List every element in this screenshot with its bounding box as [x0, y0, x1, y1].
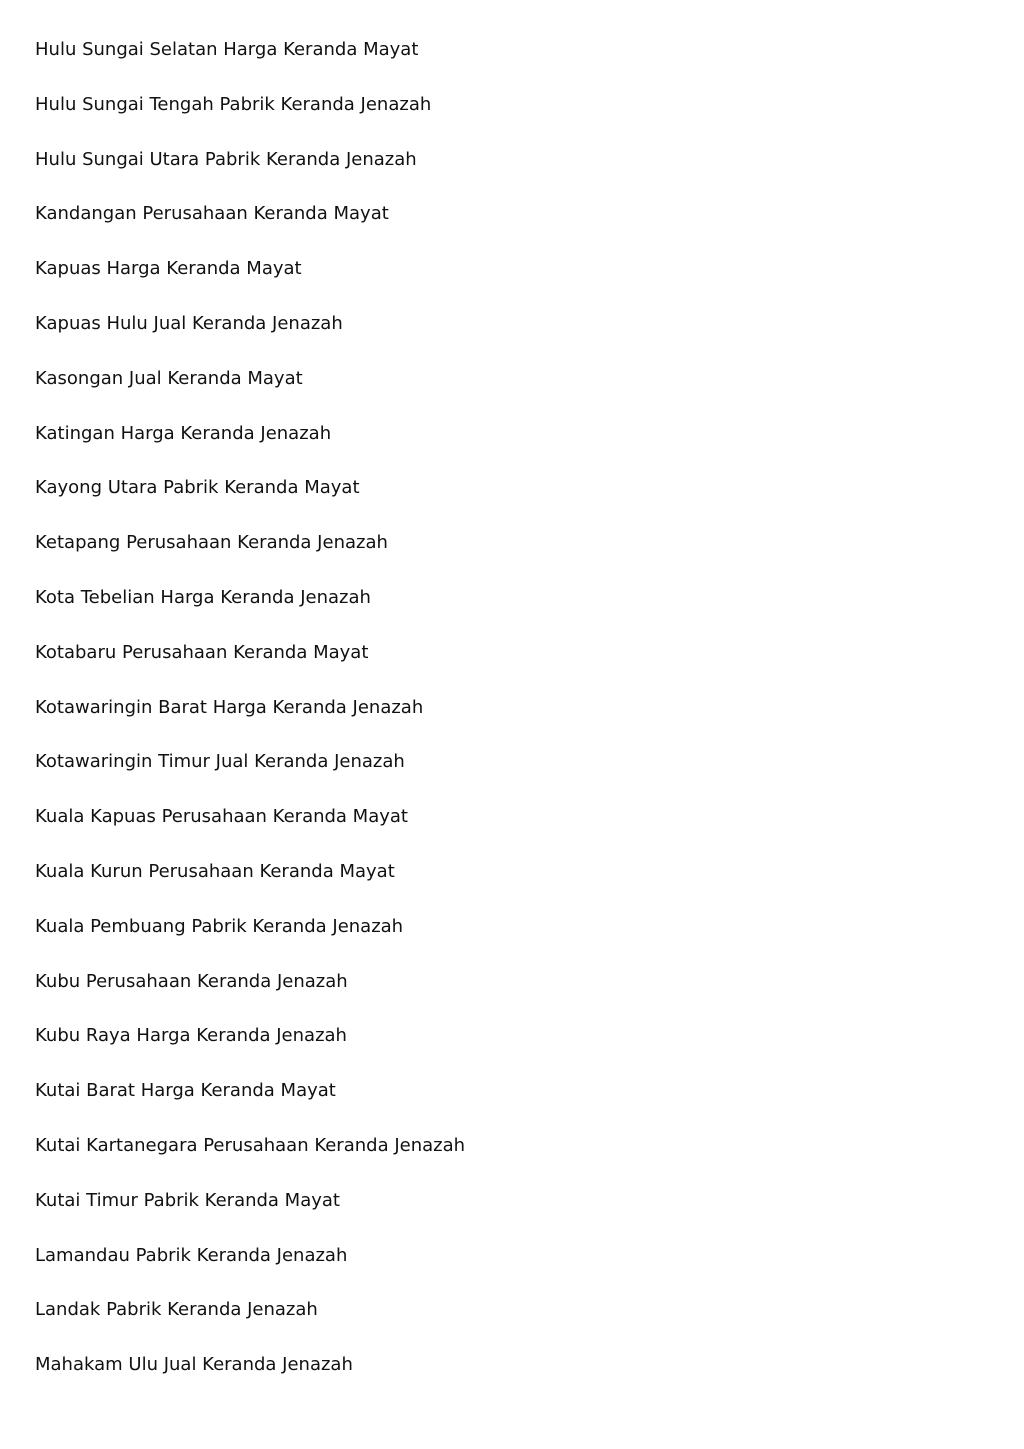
- list-item: Ketapang Perusahaan Keranda Jenazah: [35, 532, 388, 554]
- list-item: Kuala Kurun Perusahaan Keranda Mayat: [35, 860, 395, 882]
- list-item: Lamandau Pabrik Keranda Jenazah: [35, 1244, 348, 1266]
- list-item: Hulu Sungai Tengah Pabrik Keranda Jenazah: [35, 93, 432, 115]
- list-item: Kapuas Harga Keranda Mayat: [35, 258, 302, 280]
- list-item: Kandangan Perusahaan Keranda Mayat: [35, 203, 389, 225]
- list-item: Kota Tebelian Harga Keranda Jenazah: [35, 586, 371, 608]
- list-item: Kubu Raya Harga Keranda Jenazah: [35, 1025, 347, 1047]
- list-item: Kuala Pembuang Pabrik Keranda Jenazah: [35, 915, 404, 937]
- list-item: Mahakam Ulu Jual Keranda Jenazah: [35, 1354, 353, 1376]
- list-item: Kapuas Hulu Jual Keranda Jenazah: [35, 312, 343, 334]
- list-item: Hulu Sungai Utara Pabrik Keranda Jenazah: [35, 148, 417, 170]
- list-item: Landak Pabrik Keranda Jenazah: [35, 1299, 318, 1321]
- list-item: Kayong Utara Pabrik Keranda Mayat: [35, 477, 360, 499]
- list-item: Kutai Timur Pabrik Keranda Mayat: [35, 1189, 340, 1211]
- list-item: Kuala Kapuas Perusahaan Keranda Mayat: [35, 806, 408, 828]
- list-item: Kasongan Jual Keranda Mayat: [35, 367, 303, 389]
- location-list: [35, 36, 465, 1406]
- list-item: Hulu Sungai Selatan Harga Keranda Mayat: [35, 39, 419, 60]
- list-item: Kutai Kartanegara Perusahaan Keranda Jenazah: [35, 1134, 466, 1156]
- list-item: Kotawaringin Timur Jual Keranda Jenazah: [35, 751, 405, 773]
- list-item: Kotabaru Perusahaan Keranda Mayat: [35, 641, 369, 663]
- list-item: Kotawaringin Barat Harga Keranda Jenazah: [35, 696, 424, 718]
- list-item: Kutai Barat Harga Keranda Mayat: [35, 1080, 336, 1102]
- list-item: Kubu Perusahaan Keranda Jenazah: [35, 970, 348, 992]
- list-item: Katingan Harga Keranda Jenazah: [35, 422, 332, 444]
